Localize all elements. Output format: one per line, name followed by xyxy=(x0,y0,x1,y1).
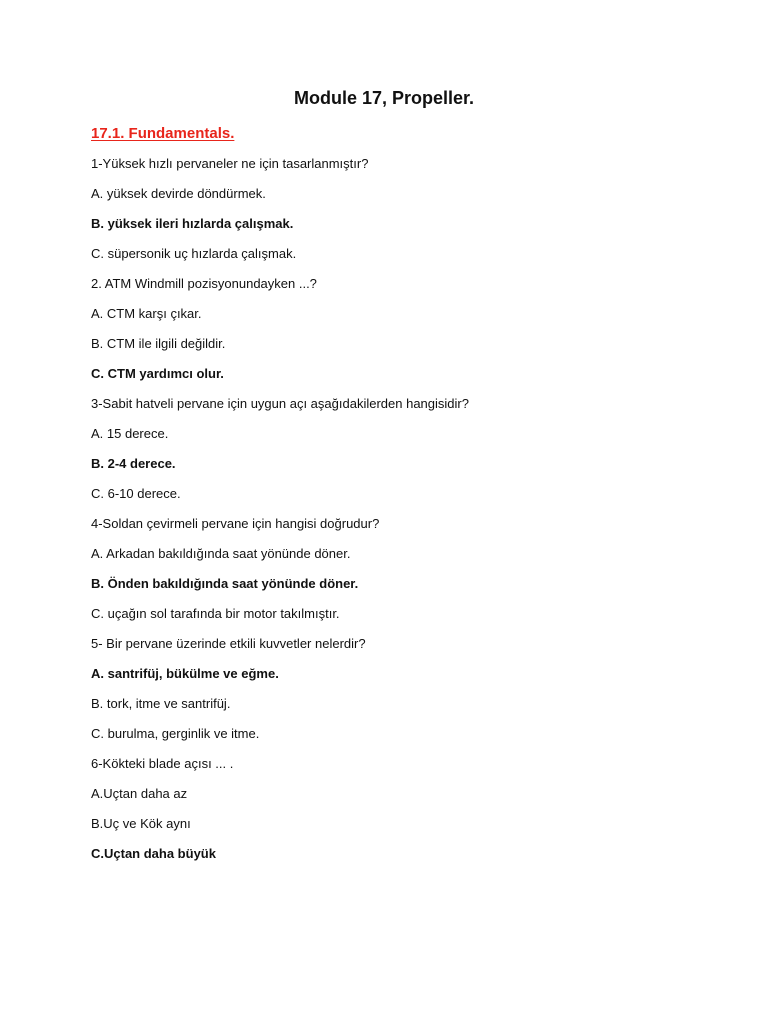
answer-line: A. 15 derece. xyxy=(91,426,169,441)
section-heading: 17.1. Fundamentals. xyxy=(91,125,235,142)
document-title: Module 17, Propeller. xyxy=(293,88,475,108)
question-line: 1-Yüksek hızlı pervaneler ne için tasarlanmıştır? xyxy=(91,156,369,171)
question-line: 2. ATM Windmill pozisyonundayken ...? xyxy=(91,276,317,291)
answer-line-correct: C.Uçtan daha büyük xyxy=(91,846,216,861)
question-line: 5- Bir pervane üzerinde etkili kuvvetler nelerdir? xyxy=(91,636,366,651)
question-line: 6-Kökteki blade açısı ... . xyxy=(91,756,234,771)
answer-line-correct: A. santrifüj, bükülme ve eğme. xyxy=(91,666,279,681)
answer-line-correct: C. CTM yardımcı olur. xyxy=(91,366,224,381)
answer-line-correct: B. Önden bakıldığında saat yönünde döner. xyxy=(91,576,359,591)
answer-line: A. yüksek devirde döndürmek. xyxy=(91,186,266,201)
answer-line: C. burulma, gerginlik ve itme. xyxy=(91,726,260,741)
answer-line: C. uçağın sol tarafında bir motor takılmıştır. xyxy=(91,606,340,621)
answer-line: A. Arkadan bakıldığında saat yönünde döner. xyxy=(91,546,351,561)
answer-line: B.Uç ve Kök aynı xyxy=(91,816,191,831)
answer-line: B. CTM ile ilgili değildir. xyxy=(91,336,226,351)
answer-line-correct: B. 2-4 derece. xyxy=(91,456,176,471)
answer-line: A. CTM karşı çıkar. xyxy=(91,306,202,321)
question-line: 3-Sabit hatveli pervane için uygun açı aşağıdakilerden hangisidir? xyxy=(91,396,469,411)
answer-line: C. 6-10 derece. xyxy=(91,486,181,501)
answer-line-correct: B. yüksek ileri hızlarda çalışmak. xyxy=(91,216,294,231)
answer-line: A.Uçtan daha az xyxy=(91,786,188,801)
answer-line: B. tork, itme ve santrifüj. xyxy=(91,696,231,711)
question-line: 4-Soldan çevirmeli pervane için hangisi doğrudur? xyxy=(91,516,380,531)
answer-line: C. süpersonik uç hızlarda çalışmak. xyxy=(91,246,297,261)
